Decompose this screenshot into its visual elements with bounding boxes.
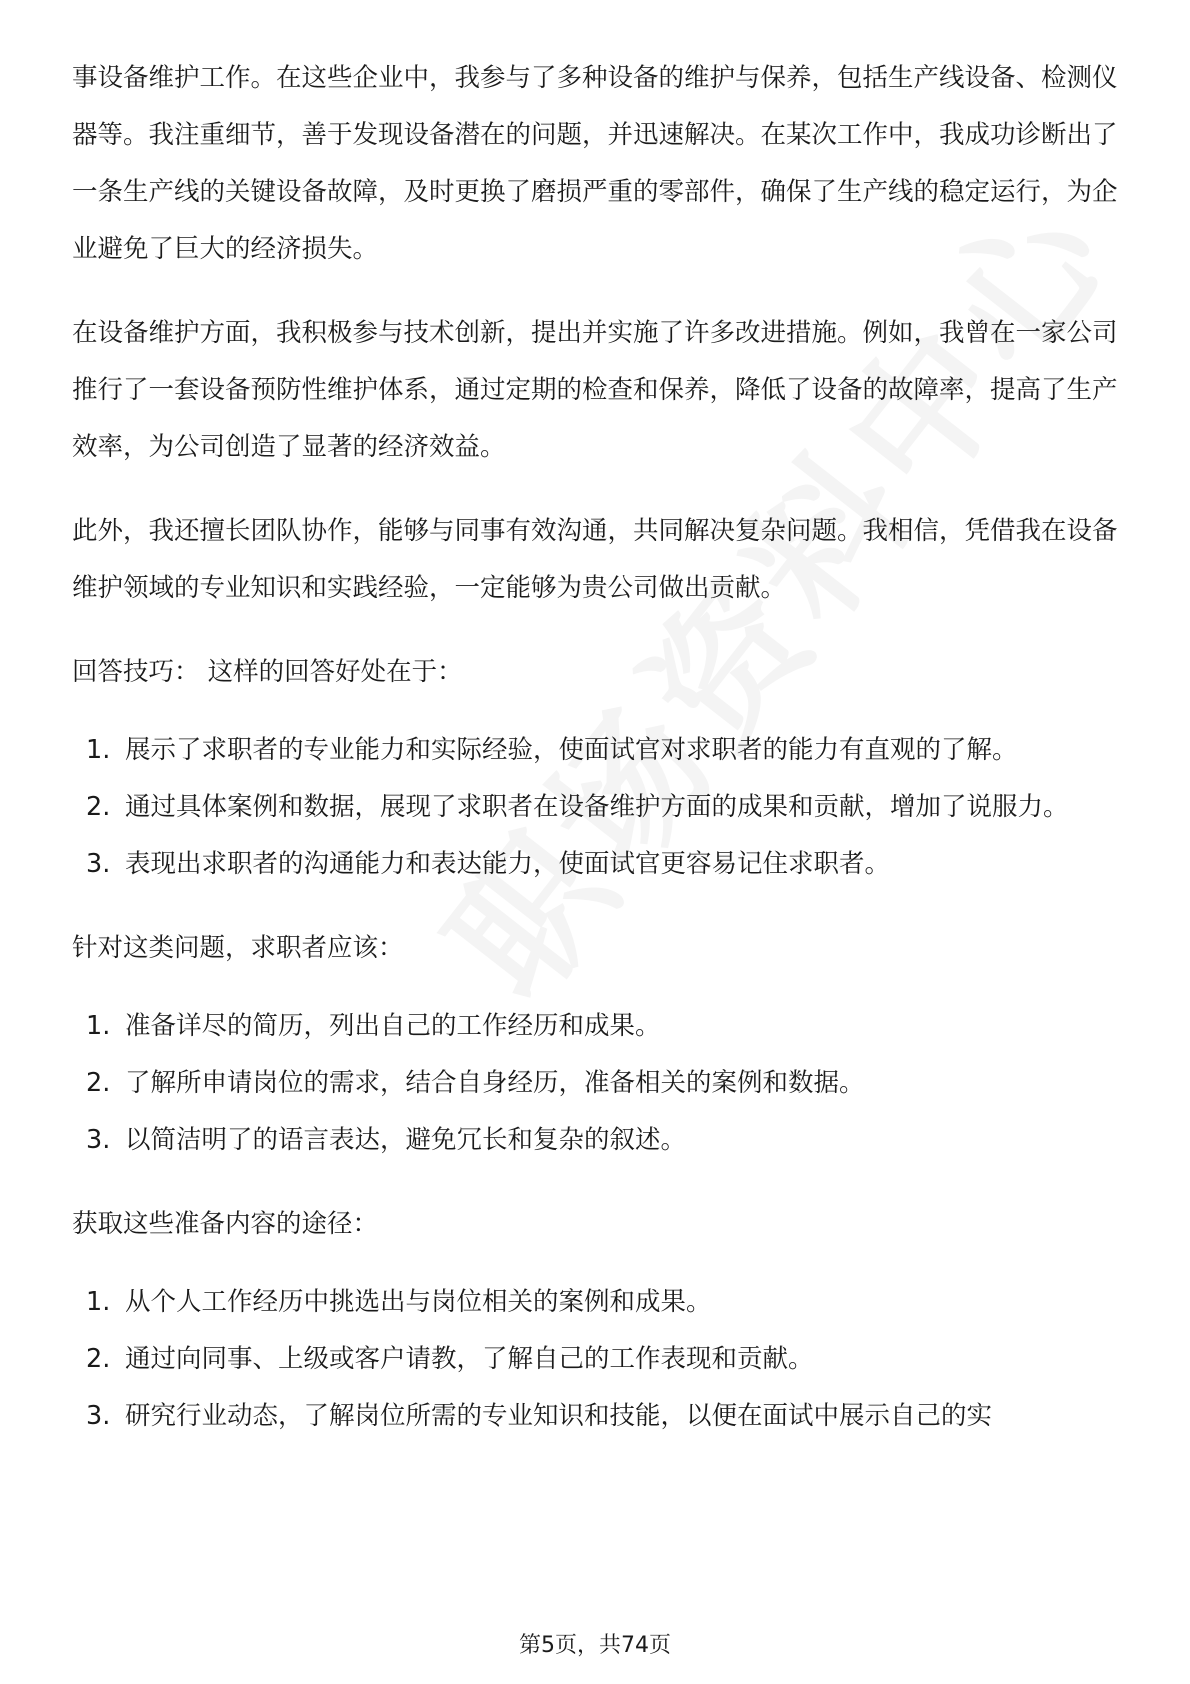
list-item bbox=[72, 836, 1122, 893]
tips-list bbox=[72, 722, 1122, 893]
list-number: 2. bbox=[86, 792, 111, 822]
list-text: 通过向同事、上级或客户请教，了解自己的工作表现和贡献。 bbox=[125, 1344, 814, 1374]
list-number: 1. bbox=[86, 1011, 111, 1041]
list-number: 2. bbox=[86, 1344, 111, 1374]
paragraph-teamwork: 此外，我还擅长团队协作，能够与同事有效沟通，共同解决复杂问题。我相信，凭借我在设备维护领域的专业知识和实践经验，一定能够为贵公司做出贡献。 bbox=[72, 516, 1118, 603]
list-text: 准备详尽的简历，列出自己的工作经历和成果。 bbox=[125, 1011, 661, 1041]
document-body bbox=[72, 50, 1122, 1472]
paragraph-experience: 事设备维护工作。在这些企业中，我参与了多种设备的维护与保养，包括生产线设备、检测仪器等。我注重细节，善于发现设备潜在的问题，并迅速解决。在某次工作中，我成功诊断出了一条生产线的关键设备故障，及时更换了磨损严重的零部件，确保了生产线的稳定运行，为企业避免了巨大的经济损失。 bbox=[72, 63, 1118, 264]
list-item bbox=[72, 998, 1122, 1055]
list-item bbox=[72, 779, 1122, 836]
list-item bbox=[72, 1055, 1122, 1112]
list-item bbox=[72, 1331, 1122, 1388]
list-number: 3. bbox=[86, 1125, 111, 1155]
list-item bbox=[72, 722, 1122, 779]
list-text: 以简洁明了的语言表达，避免冗长和复杂的叙述。 bbox=[125, 1125, 687, 1155]
list-number: 3. bbox=[86, 1401, 111, 1431]
list-number: 2. bbox=[86, 1068, 111, 1098]
paragraph-innovation: 在设备维护方面，我积极参与技术创新，提出并实施了许多改进措施。例如，我曾在一家公司推行了一套设备预防性维护体系，通过定期的检查和保养，降低了设备的故障率，提高了生产效率，为公司创造了显著的经济效益。 bbox=[72, 318, 1118, 462]
should-list bbox=[72, 998, 1122, 1169]
page-footer: 第5页，共74页 bbox=[519, 1633, 671, 1658]
list-text: 了解所申请岗位的需求，结合自身经历，准备相关的案例和数据。 bbox=[125, 1068, 865, 1098]
list-text: 表现出求职者的沟通能力和表达能力，使面试官更容易记住求职者。 bbox=[125, 849, 891, 879]
list-number: 3. bbox=[86, 849, 111, 879]
list-text: 展示了求职者的专业能力和实际经验，使面试官对求职者的能力有直观的了解。 bbox=[125, 735, 1018, 765]
ways-list bbox=[72, 1274, 1122, 1445]
ways-heading: 获取这些准备内容的途径： bbox=[72, 1209, 379, 1239]
list-number: 1. bbox=[86, 735, 111, 765]
list-item bbox=[72, 1274, 1122, 1331]
list-item bbox=[72, 1388, 1122, 1445]
tips-heading: 回答技巧： 这样的回答好处在于： bbox=[72, 657, 463, 687]
list-item bbox=[72, 1112, 1122, 1169]
should-heading: 针对这类问题，求职者应该： bbox=[72, 933, 404, 963]
list-text: 通过具体案例和数据，展现了求职者在设备维护方面的成果和贡献，增加了说服力。 bbox=[125, 792, 1069, 822]
list-number: 1. bbox=[86, 1287, 111, 1317]
list-text: 研究行业动态，了解岗位所需的专业知识和技能，以便在面试中展示自己的实 bbox=[125, 1401, 993, 1431]
list-text: 从个人工作经历中挑选出与岗位相关的案例和成果。 bbox=[125, 1287, 712, 1317]
